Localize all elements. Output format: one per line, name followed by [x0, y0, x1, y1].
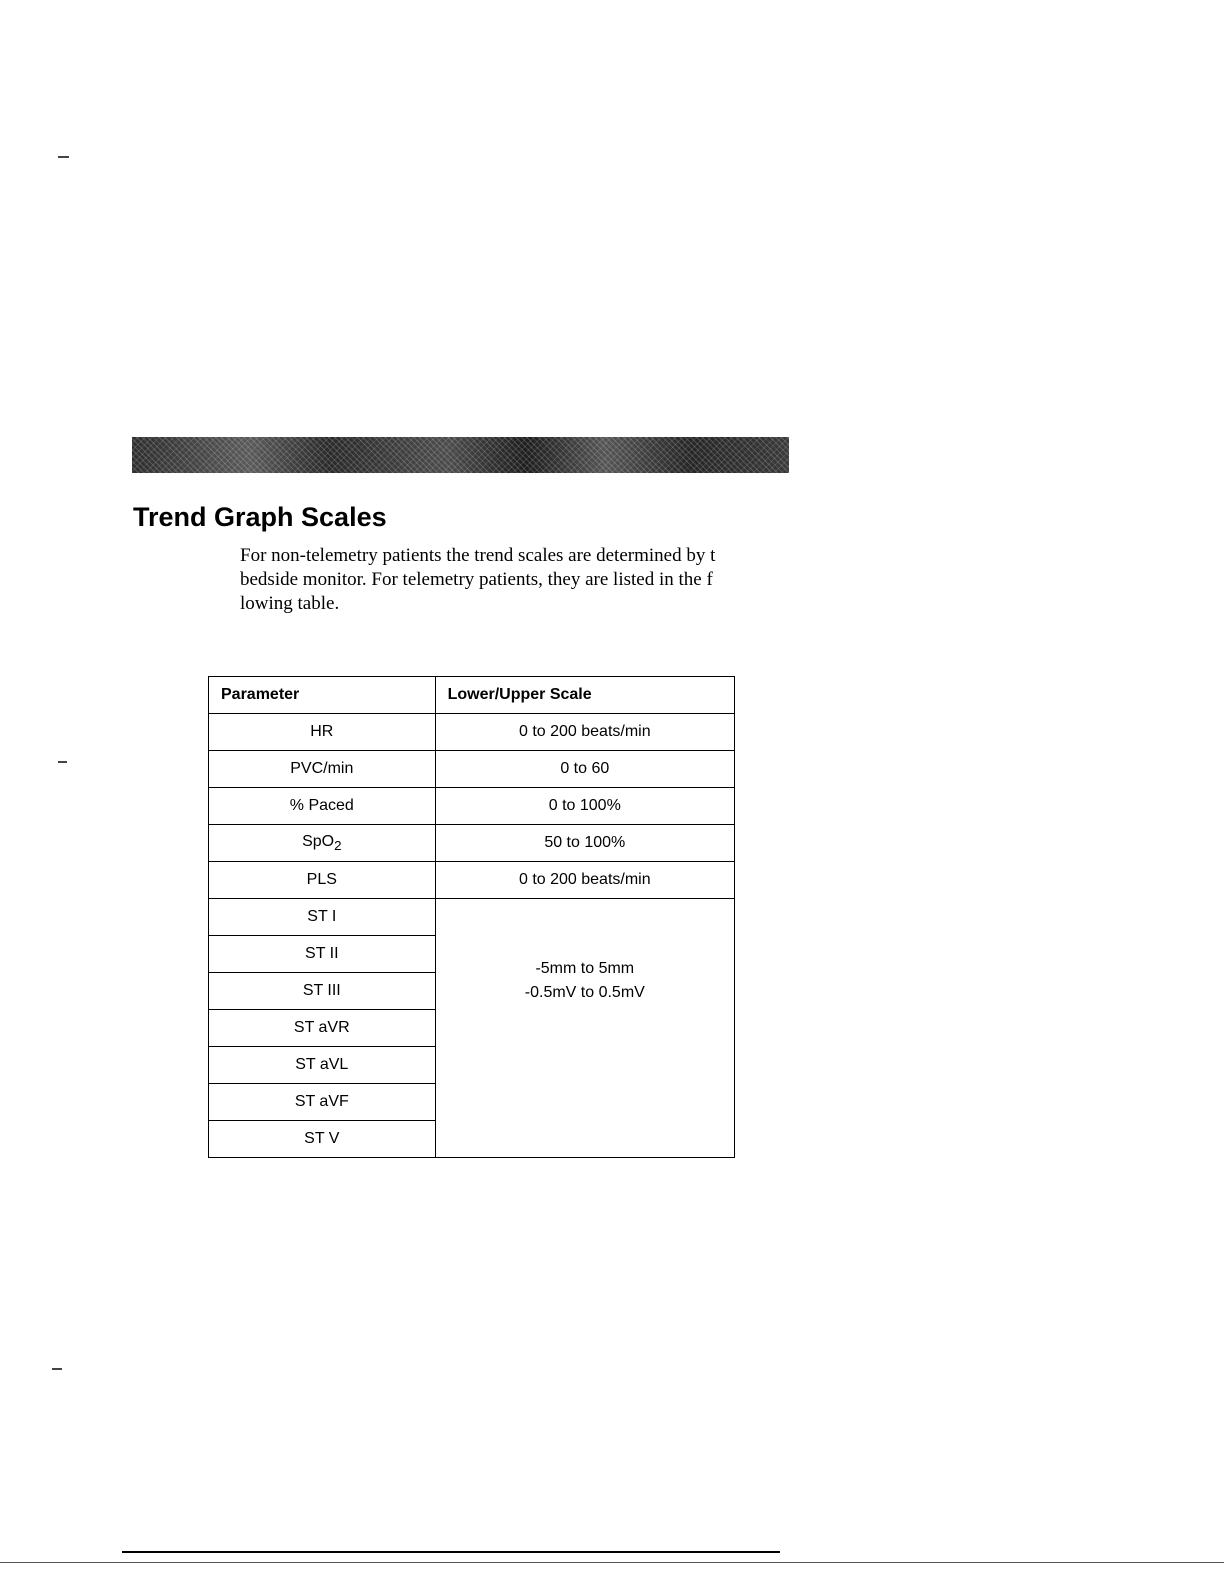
- intro-paragraph: [240, 544, 795, 616]
- parameter-cell: [209, 825, 436, 862]
- parameter-cell: PLS: [209, 862, 436, 899]
- parameter-cell: HR: [209, 714, 436, 751]
- table-header-row: [209, 677, 735, 714]
- parameter-cell: ST III: [209, 973, 436, 1010]
- parameter-text: SpO: [302, 832, 335, 850]
- table-row: [209, 788, 735, 825]
- margin-mark: [52, 1368, 62, 1370]
- st-scale-mv: -0.5mV to 0.5mV: [524, 984, 645, 1001]
- scale-cell: 0 to 60: [435, 751, 734, 788]
- intro-line: For non-telemetry patients the trend scales are determined by t: [240, 545, 716, 566]
- table-row: [209, 825, 735, 862]
- scale-cell: 50 to 100%: [435, 825, 734, 862]
- column-header-scale: Lower/Upper Scale: [435, 677, 734, 714]
- parameter-cell: % Paced: [209, 788, 436, 825]
- parameter-cell: PVC/min: [209, 751, 436, 788]
- trend-scales-table: [208, 676, 735, 1158]
- parameter-subscript: 2: [334, 838, 342, 854]
- table-row: [209, 899, 735, 936]
- margin-mark: [58, 156, 69, 158]
- scale-cell: 0 to 200 beats/min: [435, 714, 734, 751]
- parameter-cell: ST I: [209, 899, 436, 936]
- intro-line: bedside monitor. For telemetry patients, they are listed in the f: [240, 569, 713, 590]
- scale-cell: 0 to 200 beats/min: [435, 862, 734, 899]
- parameter-cell: ST aVF: [209, 1084, 436, 1121]
- footer-rule: [122, 1551, 780, 1553]
- parameter-cell: ST aVL: [209, 1047, 436, 1084]
- st-scale-mm: -5mm to 5mm: [535, 960, 635, 977]
- parameter-cell: ST V: [209, 1121, 436, 1158]
- section-header-bar: [132, 437, 789, 473]
- table-row: [209, 862, 735, 899]
- section-title: Trend Graph Scales: [133, 502, 387, 532]
- table-row: [209, 751, 735, 788]
- table-row: [209, 714, 735, 751]
- parameter-cell: ST II: [209, 936, 436, 973]
- st-scale-cell: [435, 899, 734, 1158]
- page-bottom-rule: [0, 1562, 1224, 1563]
- intro-line: lowing table.: [240, 593, 340, 614]
- column-header-parameter: Parameter: [209, 677, 436, 714]
- parameter-cell: ST aVR: [209, 1010, 436, 1047]
- scale-cell: 0 to 100%: [435, 788, 734, 825]
- margin-mark: [58, 761, 67, 763]
